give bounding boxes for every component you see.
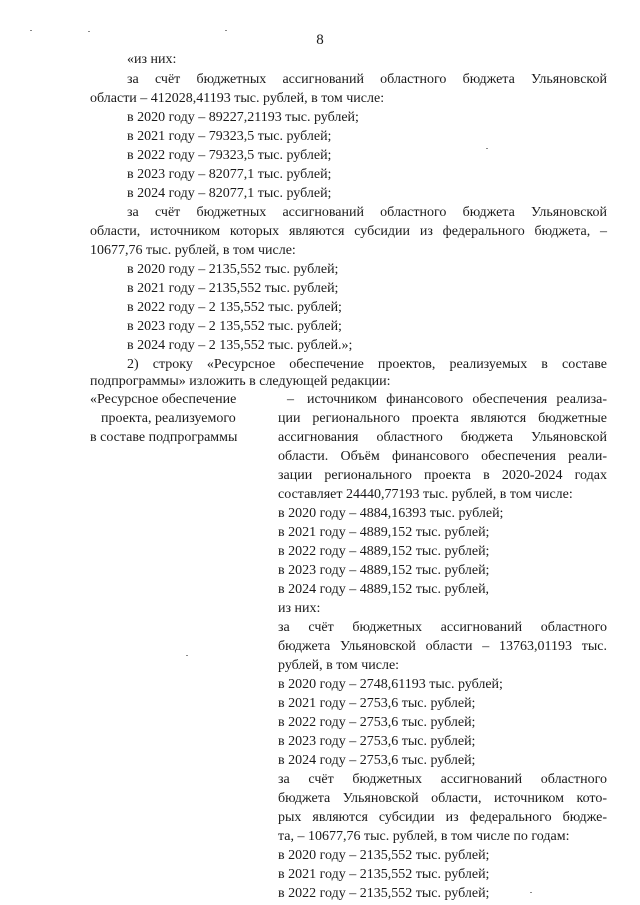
page-number: 8 xyxy=(316,32,324,48)
text-line: за счёт бюджетных ассигнований областного бюджета Ульяновской xyxy=(127,205,607,220)
text-line: в 2021 году – 2135,552 тыс. рублей; xyxy=(127,281,339,296)
scan-speck xyxy=(530,892,532,893)
text-line: «Ресурсное обеспечение xyxy=(90,392,237,407)
text-line: в составе подпрограммы xyxy=(90,430,238,445)
text-line: источником финансового обеспечения реализа- xyxy=(307,392,607,407)
text-line: в 2022 году – 79323,5 тыс. рублей; xyxy=(127,148,332,163)
text-line: составляет 24440,77193 тыс. рублей, в том числе: xyxy=(278,487,573,502)
text-line: в 2021 году – 4889,152 тыс. рублей; xyxy=(278,525,490,540)
text-line: из них: xyxy=(278,601,321,616)
text-line: бюджета Ульяновской области – 13763,01193 тыс. xyxy=(278,639,607,654)
text-line: в 2024 году – 2753,6 тыс. рублей; xyxy=(278,753,476,768)
text-line: в 2022 году – 2135,552 тыс. рублей; xyxy=(278,886,490,901)
text-line: в 2020 году – 2748,61193 тыс. рублей; xyxy=(278,677,503,692)
text-line: «из них: xyxy=(127,52,177,67)
text-line: в 2023 году – 2 135,552 тыс. рублей; xyxy=(127,319,342,334)
text-line: в 2021 году – 79323,5 тыс. рублей; xyxy=(127,129,332,144)
text-line: в 2024 году – 2 135,552 тыс. рублей.»; xyxy=(127,338,353,353)
text-line: области, источником которых являются субсидии из федерального бюджета, – xyxy=(90,224,607,239)
text-line: в 2024 году – 4889,152 тыс. рублей, xyxy=(278,582,490,597)
text-line: в 2023 году – 82077,1 тыс. рублей; xyxy=(127,167,332,182)
text-line: подпрограммы» изложить в следующей редакции: xyxy=(90,374,391,389)
text-line: в 2021 году – 2135,552 тыс. рублей; xyxy=(278,867,490,882)
text-line: та, – 10677,76 тыс. рублей, в том числе по годам: xyxy=(278,829,570,844)
text-line: в 2021 году – 2753,6 тыс. рублей; xyxy=(278,696,476,711)
scan-speck xyxy=(88,31,90,32)
text-line: в 2022 году – 4889,152 тыс. рублей; xyxy=(278,544,490,559)
scan-speck xyxy=(225,30,227,31)
scan-speck xyxy=(30,30,32,31)
text-line: ассигнования областного бюджета Ульяновской xyxy=(278,430,607,445)
text-line: бюджета Ульяновской области, источником кото- xyxy=(278,791,607,806)
text-line: 10677,76 тыс. рублей, в том числе: xyxy=(90,243,296,258)
text-line: зации регионального проекта в 2020-2024 годах xyxy=(278,468,607,483)
text-line: в 2022 году – 2 135,552 тыс. рублей; xyxy=(127,300,342,315)
text-line: в 2023 году – 2753,6 тыс. рублей; xyxy=(278,734,476,749)
text-line: в 2020 году – 89227,21193 тыс. рублей; xyxy=(127,110,359,125)
text-line: за счёт бюджетных ассигнований областного xyxy=(278,620,607,635)
text-line: в 2022 году – 2753,6 тыс. рублей; xyxy=(278,715,476,730)
text-line: в 2023 году – 4889,152 тыс. рублей; xyxy=(278,563,490,578)
text-line: за счёт бюджетных ассигнований областного xyxy=(278,772,607,787)
scan-speck xyxy=(486,148,488,149)
text-line: области – 412028,41193 тыс. рублей, в том числе: xyxy=(90,91,385,106)
text-line: в 2020 году – 2135,552 тыс. рублей; xyxy=(127,262,339,277)
text-line: в 2024 году – 82077,1 тыс. рублей; xyxy=(127,186,332,201)
text-line: ции регионального проекта являются бюджетные xyxy=(278,411,607,426)
text-line: области. Объём финансового обеспечения реали- xyxy=(278,449,607,464)
text-line: рых являются субсидии из федерального бюдже- xyxy=(278,810,607,825)
text-line: в 2020 году – 2135,552 тыс. рублей; xyxy=(278,848,490,863)
text-line: за счёт бюджетных ассигнований областного бюджета Ульяновской xyxy=(127,72,607,87)
dash-separator: – xyxy=(287,392,294,407)
scan-speck xyxy=(186,655,188,656)
text-line: 2) строку «Ресурсное обеспечение проектов, реализуемых в составе xyxy=(127,357,607,372)
text-line: проекта, реализуемого xyxy=(101,411,236,426)
text-line: рублей, в том числе: xyxy=(278,658,400,673)
text-line: в 2020 году – 4884,16393 тыс. рублей; xyxy=(278,506,504,521)
